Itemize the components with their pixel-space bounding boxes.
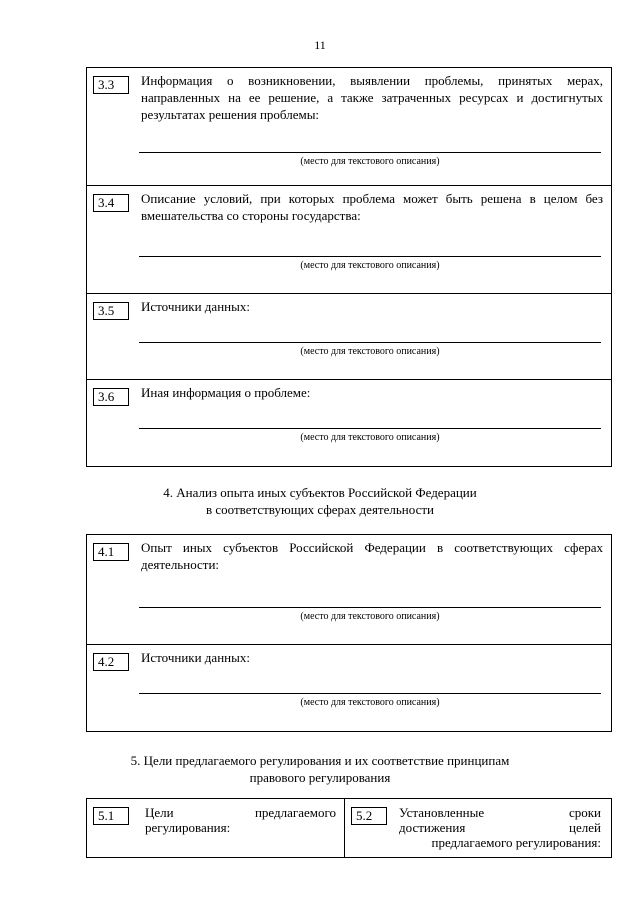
row-number: 3.5 <box>93 302 129 320</box>
heading-line: правового регулирования <box>249 770 391 785</box>
text-entry-line[interactable] <box>139 342 601 343</box>
label-line: предлагаемого регулирования: <box>431 835 601 850</box>
row-number: 3.3 <box>93 76 129 94</box>
label-line: Установленные сроки <box>399 805 601 820</box>
cell-5-1 <box>87 799 345 857</box>
label-line: достижения целей <box>399 820 601 835</box>
label-line: Цели предлагаемого <box>145 805 336 820</box>
row-label: Описание условий, при которых проблема может быть решена в целом без вмешательства со стороны государства: <box>141 191 603 223</box>
cell-label <box>145 805 336 835</box>
row-label: Источники данных: <box>141 299 250 314</box>
row-4-2 <box>87 645 611 731</box>
label-line: регулирования: <box>145 820 231 835</box>
heading-line: 4. Анализ опыта иных субъектов Российской Федерации <box>163 485 477 500</box>
row-number: 5.1 <box>93 807 129 825</box>
text-entry-caption: (место для текстового описания) <box>300 697 440 708</box>
text-entry-caption: (место для текстового описания) <box>300 156 440 167</box>
section-5-heading <box>0 752 640 786</box>
text-entry-line[interactable] <box>139 693 601 694</box>
page-number: 11 <box>314 38 326 52</box>
row-label: Опыт иных субъектов Российской Федерации в соответствующих сферах деятельности: <box>141 540 603 572</box>
row-3-6 <box>87 380 611 466</box>
heading-line: 5. Цели предлагаемого регулирования и их соответствие принципам <box>130 753 510 768</box>
row-3-3 <box>87 68 611 186</box>
section-4-table <box>86 534 612 732</box>
heading-line: в соответствующих сферах деятельности <box>206 502 434 517</box>
row-3-4 <box>87 186 611 294</box>
row-label: Информация о возникновении, выявлении проблемы, принятых мерах, направленных на ее решение, а также затраченных ресурсах и достигнутых результатах решения проблемы: <box>141 73 603 122</box>
row-number: 3.6 <box>93 388 129 406</box>
cell-5-2 <box>345 799 611 857</box>
row-number: 4.2 <box>93 653 129 671</box>
row-number: 3.4 <box>93 194 129 212</box>
text-entry-caption: (место для текстового описания) <box>300 346 440 357</box>
row-label: Иная информация о проблеме: <box>141 385 311 400</box>
section-3-table <box>86 67 612 467</box>
text-entry-caption: (место для текстового описания) <box>300 432 440 443</box>
text-entry-caption: (место для текстового описания) <box>300 260 440 271</box>
row-3-5 <box>87 294 611 380</box>
cell-label <box>399 805 601 850</box>
text-entry-line[interactable] <box>139 152 601 153</box>
row-number: 4.1 <box>93 543 129 561</box>
row-label: Источники данных: <box>141 650 250 665</box>
row-4-1 <box>87 535 611 645</box>
text-entry-caption: (место для текстового описания) <box>300 611 440 622</box>
row-number: 5.2 <box>351 807 387 825</box>
text-entry-line[interactable] <box>139 428 601 429</box>
section-5-table <box>86 798 612 858</box>
text-entry-line[interactable] <box>139 256 601 257</box>
text-entry-line[interactable] <box>139 607 601 608</box>
section-4-heading <box>0 484 640 518</box>
